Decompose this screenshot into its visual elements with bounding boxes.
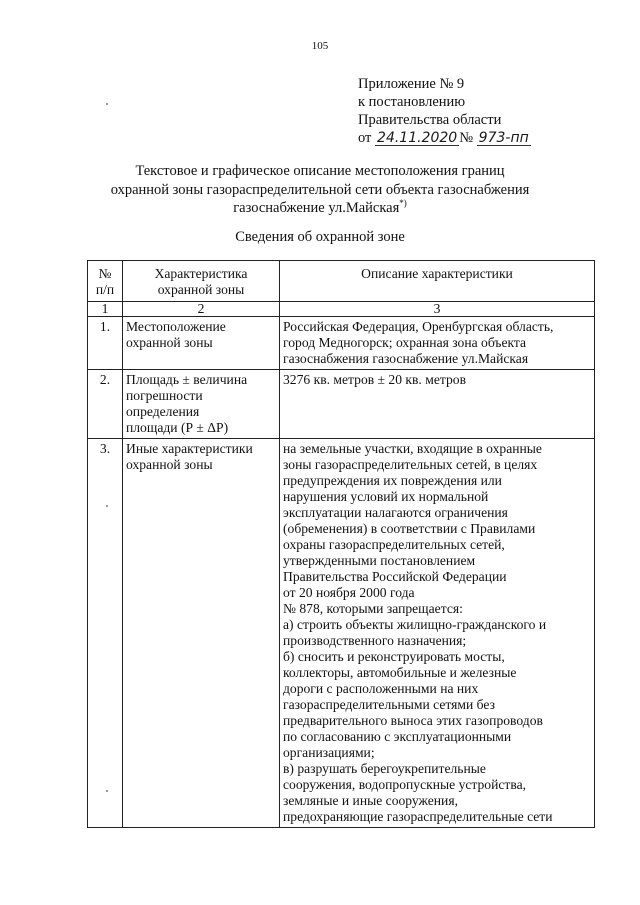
handwritten-date: 24.11.2020 [377, 130, 458, 146]
title-line-2: охранной зоны газораспределительной сети объекта газоснабжения [110, 181, 530, 198]
table-row [88, 317, 595, 370]
description-line: земляные и иные сооружения, [283, 793, 458, 808]
description-line: газораспределительными сетями без [283, 697, 495, 712]
characteristic-line: площади (Р ± ΔР) [126, 420, 229, 435]
row-description [280, 317, 595, 370]
row-number: 2. [88, 370, 123, 439]
column-number: 1 [88, 302, 123, 317]
description-line: Правительства Российской Федерации [283, 569, 507, 584]
row-characteristic [123, 439, 280, 828]
column-number: 3 [280, 302, 595, 317]
description-line: организациями; [283, 745, 375, 760]
appendix-line-3: Правительства области [358, 112, 502, 128]
appendix-date-line [358, 129, 531, 147]
description-line: производственного назначения; [283, 633, 467, 648]
description-line: эксплуатации налагаются ограничения [283, 505, 508, 520]
row-characteristic [123, 370, 280, 439]
header-characteristic [123, 261, 280, 302]
description-line: зоны газораспределительных сетей, в целях [283, 457, 538, 472]
description-line: предупреждения их повреждения или [283, 473, 502, 488]
description-line: 3276 кв. метров ± 20 кв. метров [283, 372, 466, 387]
footnote-mark: *) [399, 198, 407, 209]
characteristic-line: Иные характеристики [126, 441, 253, 456]
description-line: охраны газораспределительных сетей, [283, 537, 505, 552]
row-number: 3. [88, 439, 123, 828]
appendix-line-2: к постановлению [358, 94, 466, 110]
date-prefix: от [358, 130, 372, 146]
characteristic-line: охранной зоны [126, 335, 213, 350]
characteristic-line: определения [126, 404, 200, 419]
title-line-1: Текстовое и графическое описание местоположения границ [135, 163, 505, 179]
description-line: город Медногорск; охранная зона объекта [283, 335, 527, 350]
characteristic-line: Площадь ± величина [126, 372, 248, 387]
description-line: дороги с расположенными на них [283, 681, 479, 696]
description-line: № 878, которыми запрещается: [283, 601, 463, 616]
page-number: 105 [311, 40, 329, 52]
column-number: 2 [123, 302, 280, 317]
description-line: нарушения условий их нормальной [283, 489, 489, 504]
row-description [280, 370, 595, 439]
appendix-block [358, 75, 531, 147]
title-line-3 [90, 199, 550, 218]
description-line: в) разрушать берегоукрепительные [283, 761, 486, 776]
section-title: Сведения об охранной зоне [235, 229, 405, 245]
document-title [90, 162, 550, 218]
header-number-line-2: п/п [95, 282, 115, 297]
description-line: сооружения, водопропускные устройства, [283, 777, 527, 792]
characteristic-line: Местоположение [126, 319, 226, 334]
characteristic-line: охранной зоны [126, 457, 213, 472]
table-row [88, 370, 595, 439]
header-characteristic-line-2: охранной зоны [157, 282, 245, 297]
description-line: по согласованию с эксплуатационными [283, 729, 512, 744]
description-line: предохраняющие газораспределительные сети [283, 809, 553, 824]
row-number: 1. [88, 317, 123, 370]
number-prefix: № [459, 130, 474, 146]
description-line: утвержденными постановлением [283, 553, 476, 568]
description-line: газоснабжения газоснабжение ул.Майская [283, 351, 529, 366]
header-description: Описание характеристики [280, 261, 595, 302]
scan-mark [106, 103, 108, 105]
description-line: коллекторы, автомобильные и железные [283, 665, 517, 680]
description-line: б) сносить и реконструировать мосты, [283, 649, 505, 664]
header-characteristic-line-1: Характеристика [154, 266, 248, 281]
column-number-row [88, 302, 595, 317]
protection-zone-table [87, 260, 595, 828]
table-header-row [88, 261, 595, 302]
description-line: предварительного выноса этих газопроводов [283, 713, 543, 728]
header-number-line-1: № [98, 266, 112, 281]
handwritten-number: 973-пп [478, 130, 529, 146]
description-line: на земельные участки, входящие в охранные [283, 441, 542, 456]
appendix-line-1: Приложение № 9 [358, 76, 465, 92]
description-line: а) строить объекты жилищно-гражданского и [283, 617, 547, 632]
row-description [280, 439, 595, 828]
description-line: от 20 ноября 2000 года [283, 585, 415, 600]
header-number [88, 261, 123, 302]
description-line: (обременения) в соответствии с Правилами [283, 521, 536, 536]
row-characteristic [123, 317, 280, 370]
title-line-3-text: газоснабжение ул.Майская [233, 200, 400, 216]
characteristic-line: погрешности [126, 388, 203, 403]
table-row [88, 439, 595, 828]
description-line: Российская Федерация, Оренбургская область, [283, 319, 554, 334]
